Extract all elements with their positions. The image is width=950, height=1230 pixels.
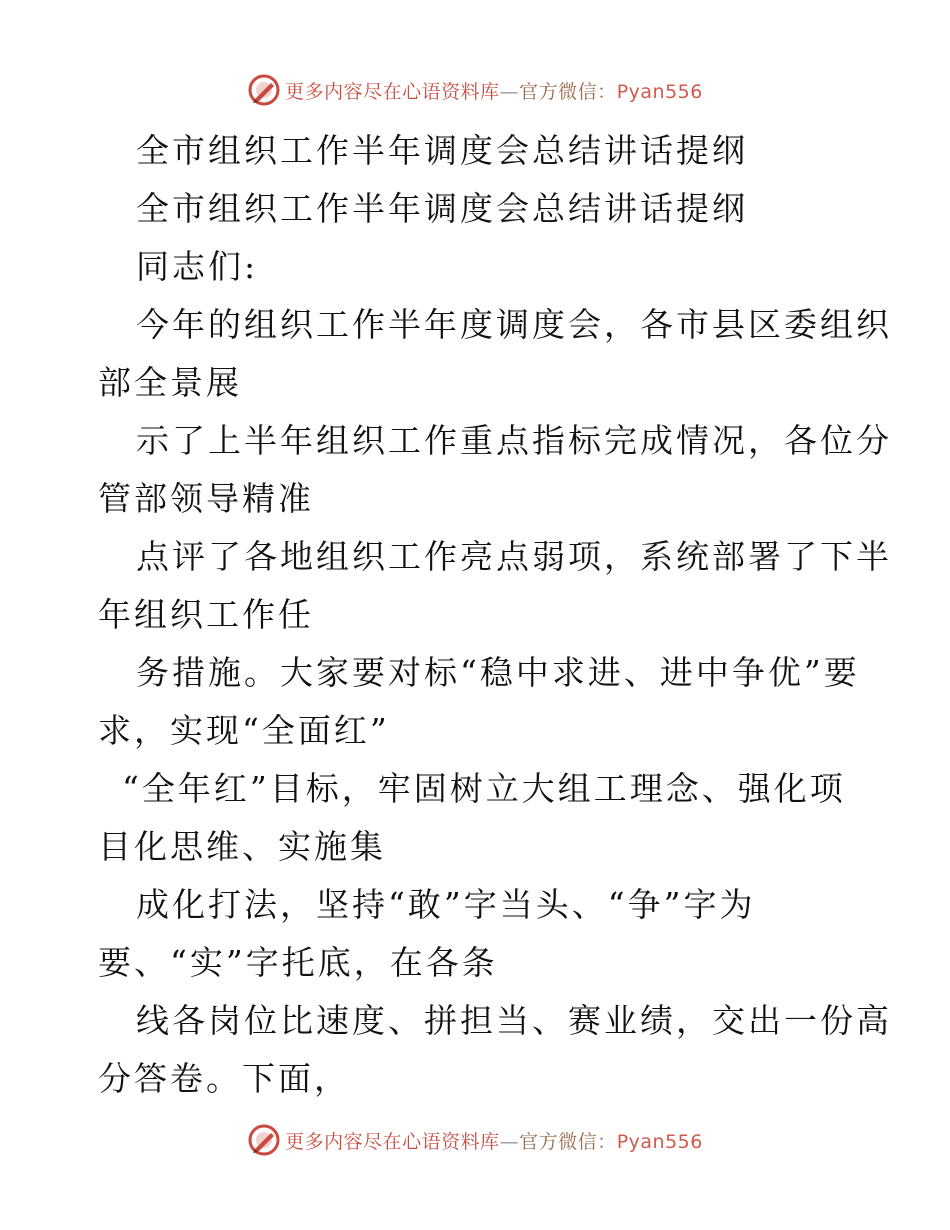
footer-banner-label: 官方微信： xyxy=(519,1130,617,1153)
doc-line: 示了上半年组织工作重点指标完成情况，各位分 xyxy=(136,421,892,460)
doc-line: 年组织工作任 xyxy=(98,595,314,634)
footer-banner-separator: — xyxy=(499,1130,520,1153)
doc-line: 管部领导精准 xyxy=(98,479,314,518)
footer-banner-main: 更多内容尽在心语资料库 xyxy=(285,1130,500,1153)
doc-line: 点评了各地组织工作亮点弱项，系统部署了下半 xyxy=(136,537,892,576)
header-banner-id: Pyan556 xyxy=(616,80,703,103)
doc-line: 部全景展 xyxy=(98,363,242,402)
header-banner-main: 更多内容尽在心语资料库 xyxy=(285,80,500,103)
doc-line: 要、“实”字托底，在各条 xyxy=(98,943,498,982)
doc-line: 分答卷。下面， xyxy=(98,1059,350,1098)
footer-banner xyxy=(0,1120,950,1160)
doc-line: 务措施。大家要对标“稳中求进、进中争优”要 xyxy=(136,653,860,692)
doc-line: 成化打法，坚持“敢”字当头、“争”字为 xyxy=(136,885,756,924)
doc-line: 求，实现“全面红” xyxy=(98,711,390,750)
doc-line: 今年的组织工作半年度调度会，各市县区委组织 xyxy=(136,305,892,344)
doc-title: 全市组织工作半年调度会总结讲话提纲 xyxy=(136,131,748,170)
pen-logo-icon xyxy=(247,73,281,107)
document-body xyxy=(98,122,892,1108)
header-banner-separator: — xyxy=(499,80,520,103)
doc-line: 线各岗位比速度、拼担当、赛业绩，交出一份高 xyxy=(136,1001,892,1040)
doc-line: “全年红”目标，牢固树立大组工理念、强化项 xyxy=(122,769,846,808)
doc-salutation: 同志们: xyxy=(136,247,259,286)
doc-title-repeat: 全市组织工作半年调度会总结讲话提纲 xyxy=(136,189,748,228)
header-banner xyxy=(0,70,950,110)
header-banner-text xyxy=(285,77,703,104)
footer-banner-id: Pyan556 xyxy=(616,1130,703,1153)
doc-line: 目化思维、实施集 xyxy=(98,827,386,866)
footer-banner-text xyxy=(285,1127,703,1154)
pen-logo-icon xyxy=(247,1123,281,1157)
header-banner-label: 官方微信： xyxy=(519,80,617,103)
